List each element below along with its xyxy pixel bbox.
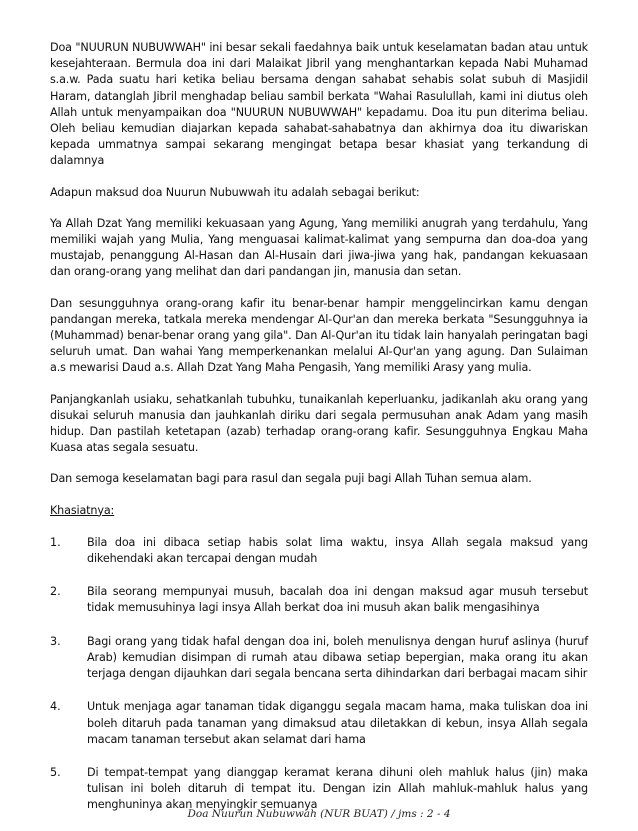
list-item [50,765,588,814]
list-item-text: Untuk menjaga agar tanaman tidak diganggu segala macam hama, maka tuliskan doa ini boleh ditaruh pada tanaman yang dimaksud atau diletakkan di kebun, insya Allah segala macam tanaman tersebut akan selamat dari hama [87,700,588,746]
document-body [50,40,588,831]
list-item [50,699,588,748]
closing-paragraph: Dan semoga keselamatan bagi para rasul dan segala puji bagi Allah Tuhan semua alam. [50,472,532,486]
list-item-number: 4. [50,700,61,714]
page-footer: Doa Nuurun Nubuwwah (NUR BUAT) / jms : 2 - 4 [187,808,451,820]
meaning-paragraph-1: Ya Allah Dzat Yang memiliki kekuasaan yang Agung, Yang memiliki anugrah yang terdahulu, Yang memiliki wajah yang Mulia, Yang menguasai kalimat-kalimat yang sempurna dan doa-doa yang mustajab, penanggung Al-Hasan dan Al-Husain dari jiwa-jiwa yang hak, pandangan kekuasaan dan orang-orang yang melihat dan dari pandangan jin, manusia dan setan. [50,216,588,279]
intro-paragraph: Doa "NUURUN NUBUWWAH" ini besar sekali faedahnya baik untuk keselamatan badan atau untuk kesejahteraan. Bermula doa ini dari Malaikat Jibril yang menghantarkan kepada Nabi Muhamad s.a.w. Pada suatu hari ketika beliau bersama dengan sahabat sehabis solat subuh di Masjidil Haram, datanglah Jibril menghadap beliau sambil berkata "Wahai Rasulullah, kami ini diutus oleh Allah untuk menyampaikan doa "NUURUN NUBUWWAH" kepadamu. Doa itu pun diterima beliau. Oleh beliau kemudian diajarkan kepada sahabat-sahabatnya dan akhirnya doa itu diwariskan kepada ummatnya sampai sekarang mengingat betapa besar khasiat yang terkandung di dalamnya [50,41,588,168]
list-item-text: Di tempat-tempat yang dianggap keramat kerana dihuni oleh mahluk halus (jin) maka tulisan ini boleh ditaruh di tempat itu. Dengan izin Allah mahluk-mahluk halus yang menghuninya akan menyingkir semuanya [87,765,588,812]
list-item [50,584,588,616]
purpose-paragraph: Adapun maksud doa Nuurun Nubuwwah itu adalah sebagai berikut: [50,185,420,199]
meaning-paragraph-2: Dan sesungguhnya orang-orang kafir itu benar-benar hampir menggelincirkan kamu dengan pandangan mereka, tatkala mereka mendengar Al-Qur'an dan mereka berkata "Sesungguhnya ia (Muhammad) benar-benar orang yang gila". Dan Al-Qur'an itu tidak lain hanyalah peringatan bagi seluruh umat. Dan wahai Yang memperkenankan melalui Al-Qur'an yang agung. Dan Sulaiman a.s mewarisi Daud a.s. Allah Dzat Yang Maha Pengasih, Yang memiliki Arasy yang mulia. [50,296,588,375]
meaning-paragraph-3: Panjangkanlah usiaku, sehatkanlah tubuhku, tunaikanlah keperluanku, jadikanlah aku orang yang disukai seluruh manusia dan jauhkanlah diriku dari segala permusuhan anak Adam yang masih hidup. Dan pastilah ketetapan (azab) terhadap orang-orang kafir. Sesungguhnya Engkau Maha Kuasa atas segala sesuatu. [50,392,588,455]
list-item-number: 2. [50,585,61,599]
list-item-number: 3. [50,634,61,648]
khasiat-heading: Khasiatnya: [50,503,115,517]
list-item [50,634,588,683]
list-item-text: Bila doa ini dibaca setiap habis solat lima waktu, insya Allah segala maksud yang dikehendaki akan tercapai dengan mudah [87,535,588,566]
list-item-text: Bagi orang yang tidak hafal dengan doa ini, boleh menulisnya dengan huruf aslinya (huruf Arab) kemudian disimpan di rumah atau dibawa setiap bepergian, maka orang itu akan terjaga dengan dijauhkan dari segala bencana serta dihindarkan dari berbagai macam sihir [87,634,588,681]
list-item [50,535,588,567]
list-item-text: Bila seorang mempunyai musuh, bacalah doa ini dengan maksud agar musuh tersebut tidak memusuhinya lagi insya Allah berkat doa ini musuh akan balik mengasihinya [87,585,588,615]
khasiat-list [50,535,588,814]
list-item-number: 5. [50,765,61,779]
list-item-number: 1. [50,535,61,549]
